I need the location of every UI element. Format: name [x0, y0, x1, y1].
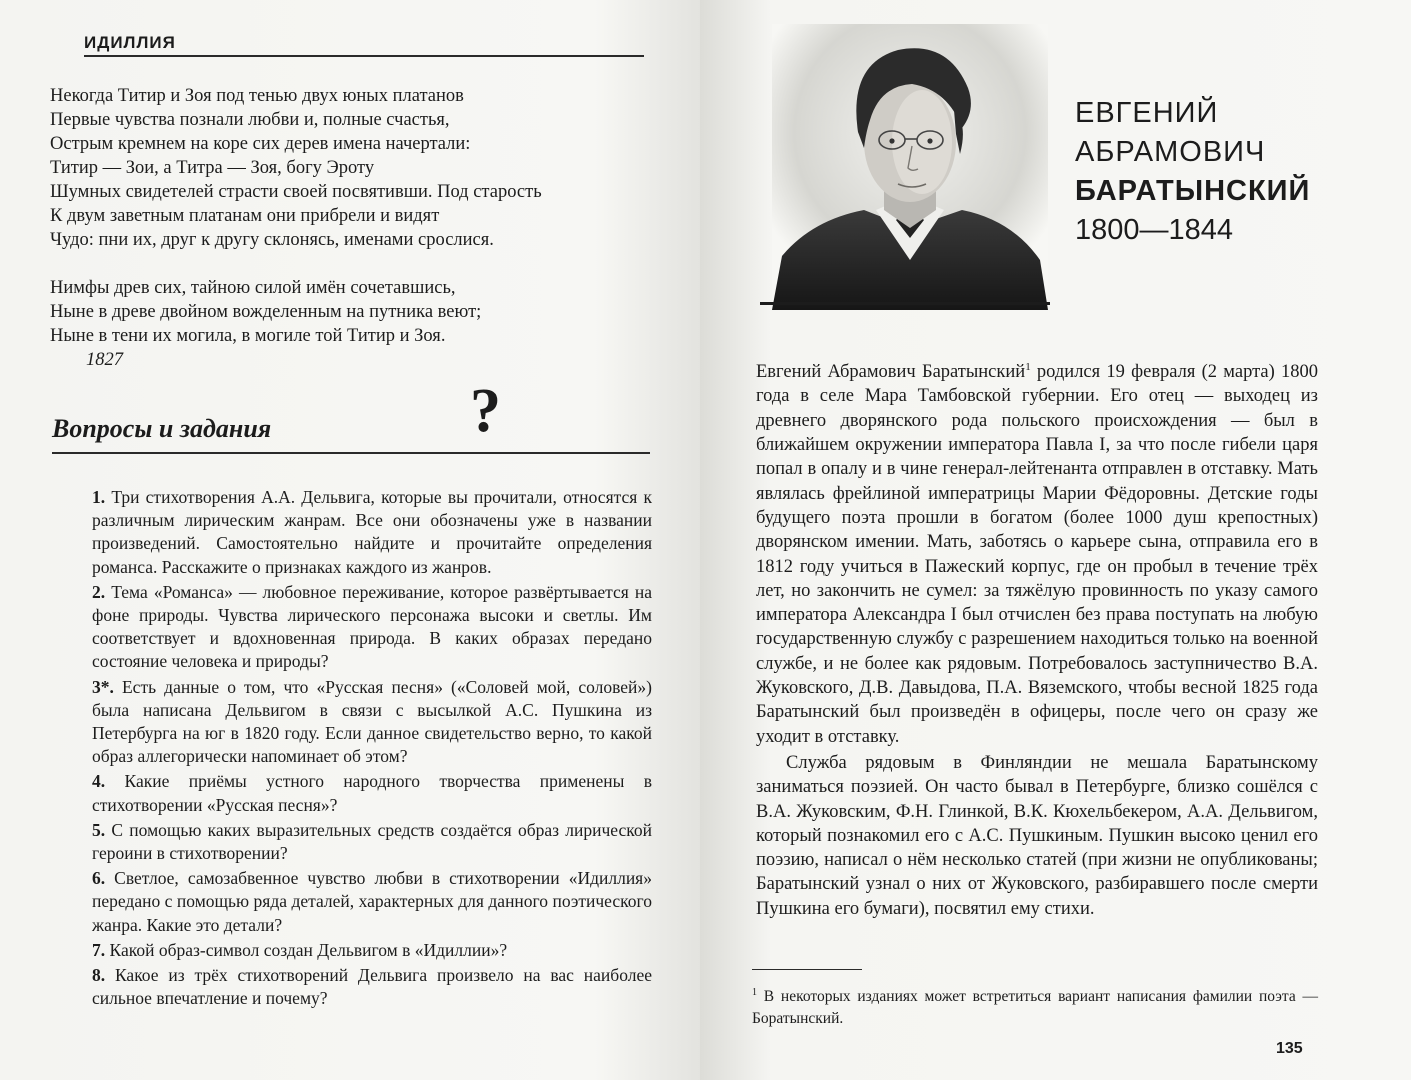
bio-paragraph — [756, 355, 1318, 749]
author-patronymic: АБРАМОВИЧ — [1075, 136, 1266, 168]
author-first-name: ЕВГЕНИЙ — [1075, 97, 1219, 129]
questions-list — [92, 486, 652, 1012]
question-item — [92, 867, 652, 937]
question-number: 7. — [92, 939, 106, 960]
poem-date: 1827 — [86, 350, 123, 370]
question-text: Тема «Романса» — любовное переживание, которое развёртывается на фоне природы. Чувства лирического персонажа высоки и светлы. Им соответствует и вдохновенная природа. В каких образах передано состояние человека и природы? — [92, 581, 653, 672]
portrait-divider — [760, 302, 1050, 305]
question-number: 1. — [92, 487, 106, 507]
footnote-divider — [752, 969, 862, 970]
poem-line: Титир — Зои, а Титра — Зоя, богу Эроту — [50, 158, 375, 178]
question-text: Какой образ-символ создан Дельвигом в «Идиллии»? — [109, 939, 508, 960]
left-page — [0, 0, 700, 1080]
question-text: Есть данные о том, что «Русская песня» («Соловей мой, соловей») была написана Дельвигом в связи с высылкой А.С. Пушкина из Петербурга на юг в 1820 году. Если данное свидетельство верно, то какой образ аллегорически напоминает об этом? — [92, 676, 652, 767]
poem-line: К двум заветным платанам они прибрели и видят — [50, 206, 440, 226]
question-text: Светлое, самозабвенное чувство любви в стихотворении «Идиллия» передано с помощью ряда деталей, характерных для данного поэтического жанра. Какие это детали? — [92, 868, 652, 935]
question-item — [92, 676, 652, 769]
section-title: Вопросы и задания — [52, 414, 272, 443]
question-number: 4. — [92, 771, 106, 792]
footnote — [752, 982, 1318, 1030]
poem-line: Ныне в тени их могила, в могиле той Титир и Зоя. — [50, 326, 446, 346]
poem-line: Нимфы древ сих, тайною силой имён сочетавшись, — [50, 278, 456, 298]
question-number: 8. — [92, 965, 106, 986]
question-item — [92, 939, 652, 962]
question-item — [92, 486, 652, 579]
poem-line: Некогда Титир и Зоя под тенью двух юных платанов — [50, 86, 464, 106]
question-mark-icon: ? — [470, 377, 501, 445]
author-years: 1800—1844 — [1075, 214, 1234, 246]
question-number: 2. — [92, 581, 106, 602]
poem-line: Чудо: пни их, друг к другу склонясь, именами срослися. — [50, 230, 494, 250]
footnote-marker: 1 — [752, 987, 757, 998]
stanza-gap — [50, 252, 542, 276]
question-text: Три стихотворения А.А. Дельвига, которые вы прочитали, относятся к различным лирическим жанрам. Все они обозначены уже в названии произведений. Самостоятельно найдите и прочитайте определения романса. Расскажите о признаках каждого из жанров. — [92, 487, 652, 577]
section-divider — [52, 452, 650, 454]
page-number: 135 — [1276, 1040, 1303, 1057]
bio-name: Евгений Абрамович Баратынский — [756, 362, 1026, 383]
bio-paragraph: Служба рядовым в Финляндии не мешала Баратынскому заниматься поэзией. Он часто бывал в Петербурге, близко сошёлся с В.А. Жуковским, Ф.Н. Глинкой, В.К. Кюхельбекером, А.А. Дельвигом, который познакомил его с А.С. Пушкиным. Пушкин высоко ценил его поэзию, написал о нём несколько статей (при жизни не опубликованы; Баратынский узнал о них от Жуковского, разбиравшего после смерти Пушкина его бумаги), посвятил ему стихи. — [756, 752, 1318, 919]
author-surname: БАРАТЫНСКИЙ — [1075, 175, 1311, 207]
poem — [50, 84, 542, 372]
poem-line: Острым кремнем на коре сих дерев имена начертали: — [50, 134, 471, 154]
poem-line: Ныне в древе двойном вожделенным на путника веют; — [50, 302, 482, 322]
footnote-ref: 1 — [1025, 361, 1031, 373]
question-text: Какие приёмы устного народного творчества применены в стихотворении «Русская песня»? — [92, 771, 652, 815]
question-text: Какое из трёх стихотворений Дельвига произвело на вас наиболее сильное впечатление и почему? — [92, 965, 652, 1009]
question-text: С помощью каких выразительных средств создаётся образ лирической героини в стихотворении? — [92, 819, 652, 864]
biography — [756, 355, 1318, 921]
question-item — [92, 581, 652, 674]
poem-line: Первые чувства познали любви и, полные счастья, — [50, 110, 450, 130]
running-head: ИДИЛЛИЯ — [84, 33, 644, 57]
poem-line: Шумных свидетелей страсти своей посвятивши. Под старость — [50, 182, 542, 202]
question-number: 5. — [92, 819, 106, 840]
bio-text: родился 19 февраля (2 марта) 1800 года в селе Мара Тамбовской губернии. Его отец — выходец из древнего дворянского рода польского происхождения — был в ближайшем окружении императора Павла I, за что после гибели царя попал в опалу и в чине генерал-лейтенанта отправлен в отставку. Мать являлась фрейлиной императрицы Марии Фёдоровны. Детские годы будущего поэта прошли в богатом (более 1000 душ крепостных) дворянском имении. Мать, заботясь о карьере сына, отправила его в 1812 году учиться в Пажеский корпус, где он пробыл в течение трёх лет, но закончить не сумел: за тяжёлую провинность по указу самого императора Александра I был отчислен без права поступать на любую государственную службу с разрешением находиться только на военной службе, и не более как рядовым. Потребовалось заступничество В.А. Жуковского, Д.В. Давыдова, П.А. Вяземского, чтобы весной 1825 года Баратынский был произведён в офицеры, после чего он сразу же уходит в отставку. — [756, 362, 1319, 747]
question-number: 3*. — [92, 676, 114, 697]
author-heading — [1075, 94, 1310, 250]
footnote-text: В некоторых изданиях может встретиться вариант написания фамилии поэта — Боратынский. — [752, 988, 1318, 1028]
question-number: 6. — [92, 868, 106, 889]
question-item — [92, 819, 652, 865]
author-portrait — [772, 24, 1048, 310]
question-item — [92, 964, 652, 1010]
question-item — [92, 770, 652, 816]
